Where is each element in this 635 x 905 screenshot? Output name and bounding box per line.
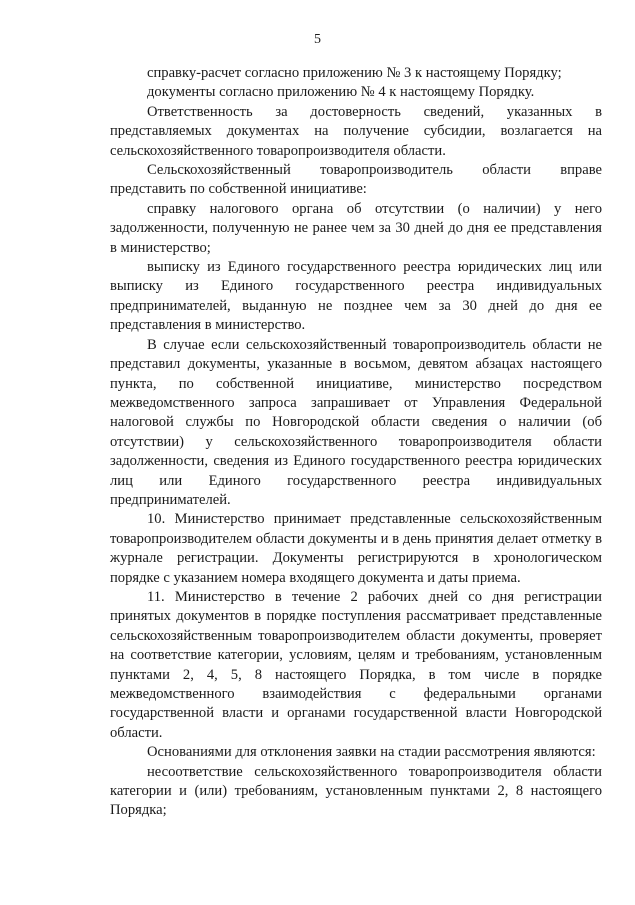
paragraph-4: Сельскохозяйственный товаропроизводитель области вправе представить по собственной инициативе: — [110, 162, 602, 198]
paragraph-3: Ответственность за достоверность сведений, указанных в представляемых документах на получение субсидии, возлагается на сельскохозяйственного товаропроизводителя области. — [110, 103, 602, 159]
paragraph-9: 11. Министерство в течение 2 рабочих дней со дня регистрации принятых документов в порядке поступления рассматривает представленные сельскохозяйственным товаропроизводителем области документы, проверяет на соответствие категории, условиям, целям и требованиям, установленным пунктами 2, 4, 5, 8 настоящего Порядка, в том числе в порядке межведомственного взаимодействия с федеральными органами государственной власти и органами государственной власти Новгородской области. — [110, 588, 602, 741]
paragraph-11: несоответствие сельскохозяйственного товаропроизводителя области категории и (или) требованиям, установленным пунктами 2, 8 настоящего Порядка; — [110, 763, 602, 819]
paragraph-7: В случае если сельскохозяйственный товаропроизводитель области не представил документы, указанные в восьмом, девятом абзацах настоящего пункта, по собственной инициативе, министерство посредством межведомственного запроса запрашивает от Управления Федеральной налоговой службы по Новгородской области сведения о наличии (об отсутствии) у сельскохозяйственного товаропроизводителя области задолженности, сведения из Единого государственного реестра юридических лиц или Единого государственного реестра индивидуальных предпринимателей. — [110, 336, 602, 508]
paragraph-2: документы согласно приложению № 4 к настоящему Порядку. — [147, 84, 535, 101]
document-body — [110, 64, 602, 821]
page-number: 5 — [314, 32, 321, 47]
paragraph-5: справку налогового органа об отсутствии (о наличии) у него задолженности, полученную не ранее чем за 30 дней до дня ее представления в министерство; — [110, 200, 602, 256]
paragraph-6: выписку из Единого государственного реестра юридических лиц или выписку из Единого государственного реестра индивидуальных предпринимателей, выданную не позднее чем за 30 дней до дня ее представления в министерство. — [110, 259, 602, 334]
paragraph-1: справку-расчет согласно приложению № 3 к настоящему Порядку; — [147, 65, 562, 81]
paragraph-8: 10. Министерство принимает представленные сельскохозяйственным товаропроизводителем области документы и в день принятия делает отметку в журнале регистрации. Документы регистрируются в хронологическом порядке с указанием номера входящего документа и даты приема. — [110, 511, 602, 586]
paragraph-10: Основаниями для отклонения заявки на стадии рассмотрения являются: — [147, 744, 596, 761]
